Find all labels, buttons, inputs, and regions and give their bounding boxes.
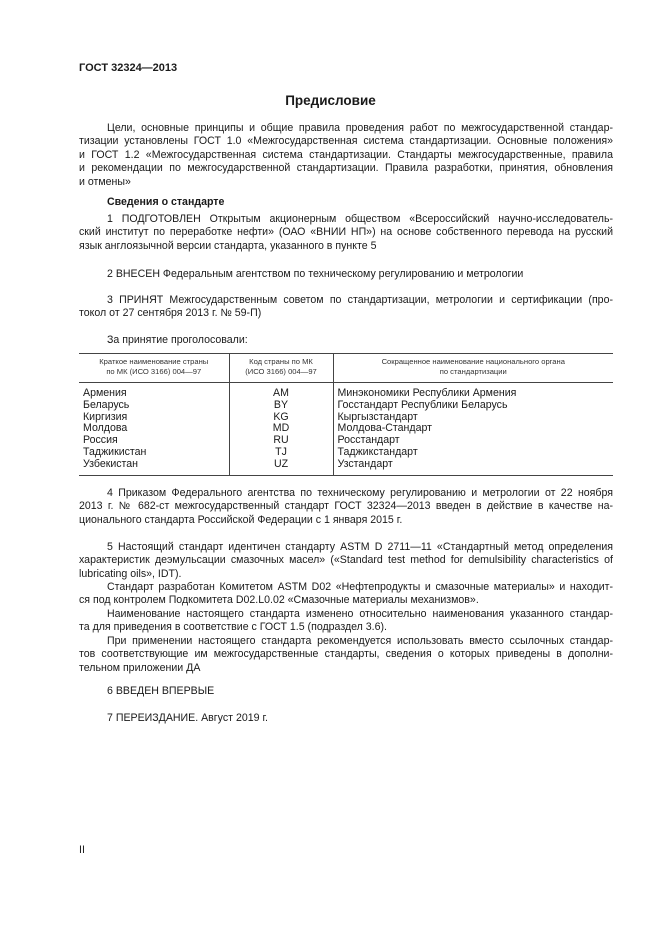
text-line: Цели, основные принципы и общие правила проведения работ по межгосударственной стандар- [107, 122, 613, 134]
text-line: 5 Настоящий стандарт идентичен стандарту ASTM D 2711—11 «Стандартный метод определения [107, 541, 613, 553]
text-line: 6 ВВЕДЕН ВПЕРВЫЕ [107, 685, 215, 697]
table-cell: Узстандарт [337, 457, 393, 470]
table-cell: Кыргызстандарт [337, 410, 418, 423]
item-2-paragraph [79, 268, 613, 281]
column-header-body: Сокращенное наименование национального органа по стандартизации [333, 354, 613, 383]
document-code-header: ГОСТ 32324—2013 [79, 62, 178, 74]
table-cell: KG [273, 410, 289, 423]
intro-paragraph [79, 122, 613, 189]
item-6-paragraph [79, 685, 613, 698]
text-line: тельном приложении ДА [79, 661, 201, 674]
table-cell: Госстандарт Республики Беларусь [337, 398, 508, 411]
text-line: и рекомендации по межгосударственной стандартизации. Правила разработки, принятия, обновления [79, 162, 613, 175]
item-5-developer-paragraph [79, 581, 613, 608]
text-line: При применении настоящего стандарта рекомендуется использовать вместо ссылочных стандар- [107, 635, 613, 647]
text-line: 2013 г. № 682-ст межгосударственный стандарт ГОСТ 32324—2013 введен в действие в качестве на- [79, 500, 613, 513]
text-line: 7 ПЕРЕИЗДАНИЕ. Август 2019 г. [107, 712, 268, 724]
vote-label [79, 334, 613, 347]
table-header-row [79, 354, 613, 383]
text-line: характеристик деэмульсации смазочных масел» («Standard test method for demulsibility characteristics of [79, 554, 613, 567]
text-line: та для приведения в соответствие с ГОСТ 1.5 (подраздел 3.6). [79, 621, 387, 634]
text-line: 2 ВНЕСЕН Федеральным агентством по техническому регулированию и метрологии [107, 268, 524, 280]
table-cell: Минэкономики Республики Армения [337, 387, 517, 399]
table-cell: Молдова [83, 422, 128, 435]
table-cell: AM [273, 387, 289, 399]
code-column [229, 383, 333, 476]
text-line: 4 Приказом Федерального агентства по техническому регулированию и метрологии от 22 ноября [107, 487, 613, 499]
table-cell: Росстандарт [337, 434, 400, 447]
item-3-paragraph [79, 294, 613, 321]
page-number: II [79, 844, 85, 856]
item-1-paragraph [79, 213, 613, 253]
table-cell: Таджикстандарт [337, 445, 418, 458]
item-7-paragraph [79, 712, 613, 725]
text-line: ся под контролем Подкомитета D02.L0.02 «Смазочные материалы механизмов». [79, 594, 479, 607]
text-line: токол от 27 сентября 2013 г. № 59-П) [79, 307, 262, 320]
section-title: Сведения о стандарте [107, 196, 225, 208]
table-cell: Таджикистан [83, 445, 147, 458]
table-row [79, 383, 613, 476]
text-line: Стандарт разработан Комитетом ASTM D02 «Нефтепродукты и смазочные материалы» и находит- [107, 581, 613, 593]
text-line: 1 ПОДГОТОВЛЕН Открытым акционерным обществом «Всероссийский научно-исследователь- [107, 213, 613, 225]
country-column [79, 383, 229, 476]
table-cell: UZ [273, 457, 289, 470]
item-5-paragraph [79, 541, 613, 581]
text-line: тов соответствующие им межгосударственные стандарты, сведения о которых приведены в дополни- [79, 648, 613, 661]
item-5-references-paragraph [79, 635, 613, 675]
table-cell: Киргизия [83, 410, 128, 423]
table-cell: Молдова-Стандарт [337, 422, 432, 435]
table-cell: RU [273, 434, 289, 447]
text-line: язык англоязычной версии стандарта, указанного в пункте 5 [79, 239, 377, 252]
countries-table [79, 353, 613, 476]
text-line: и отмены» [79, 175, 131, 188]
item-5-name-change-paragraph [79, 608, 613, 635]
table-cell: MD [272, 422, 290, 435]
table-cell: Россия [83, 434, 118, 447]
table-cell: Узбекистан [83, 457, 139, 470]
table-cell: Армения [83, 387, 127, 399]
column-header-country: Краткое наименование страны по МК (ИСО 3166) 004—97 [79, 354, 229, 383]
table-cell: BY [273, 398, 289, 411]
text-line: тизации установлены ГОСТ 1.0 «Межгосударственная система стандартизации. Основные положения» [79, 135, 613, 148]
text-line: ционального стандарта Российской Федерации с 1 января 2015 г. [79, 513, 403, 526]
text-line: Наименование настоящего стандарта изменено относительно наименования указанного стандар- [107, 608, 613, 620]
text-line: ский институт по переработке нефти» (ОАО «ВНИИ НП») на основе собственного перевода на русский [79, 226, 613, 239]
table-cell: Беларусь [83, 398, 130, 411]
text-line: За принятие проголосовали: [107, 334, 248, 346]
page-title: Предисловие [285, 93, 376, 108]
column-header-code: Код страны по МК (ИСО 3166) 004—97 [229, 354, 333, 383]
item-4-paragraph [79, 487, 613, 527]
body-column [333, 383, 613, 476]
text-line: и ГОСТ 1.2 «Межгосударственная система стандартизации. Стандарты межгосударственные, правила [79, 148, 613, 161]
text-line: lubricating oils», IDT). [79, 567, 182, 580]
text-line: 3 ПРИНЯТ Межгосударственным советом по стандартизации, метрологии и сертификации (про- [107, 294, 613, 306]
table-cell: TJ [275, 445, 287, 458]
